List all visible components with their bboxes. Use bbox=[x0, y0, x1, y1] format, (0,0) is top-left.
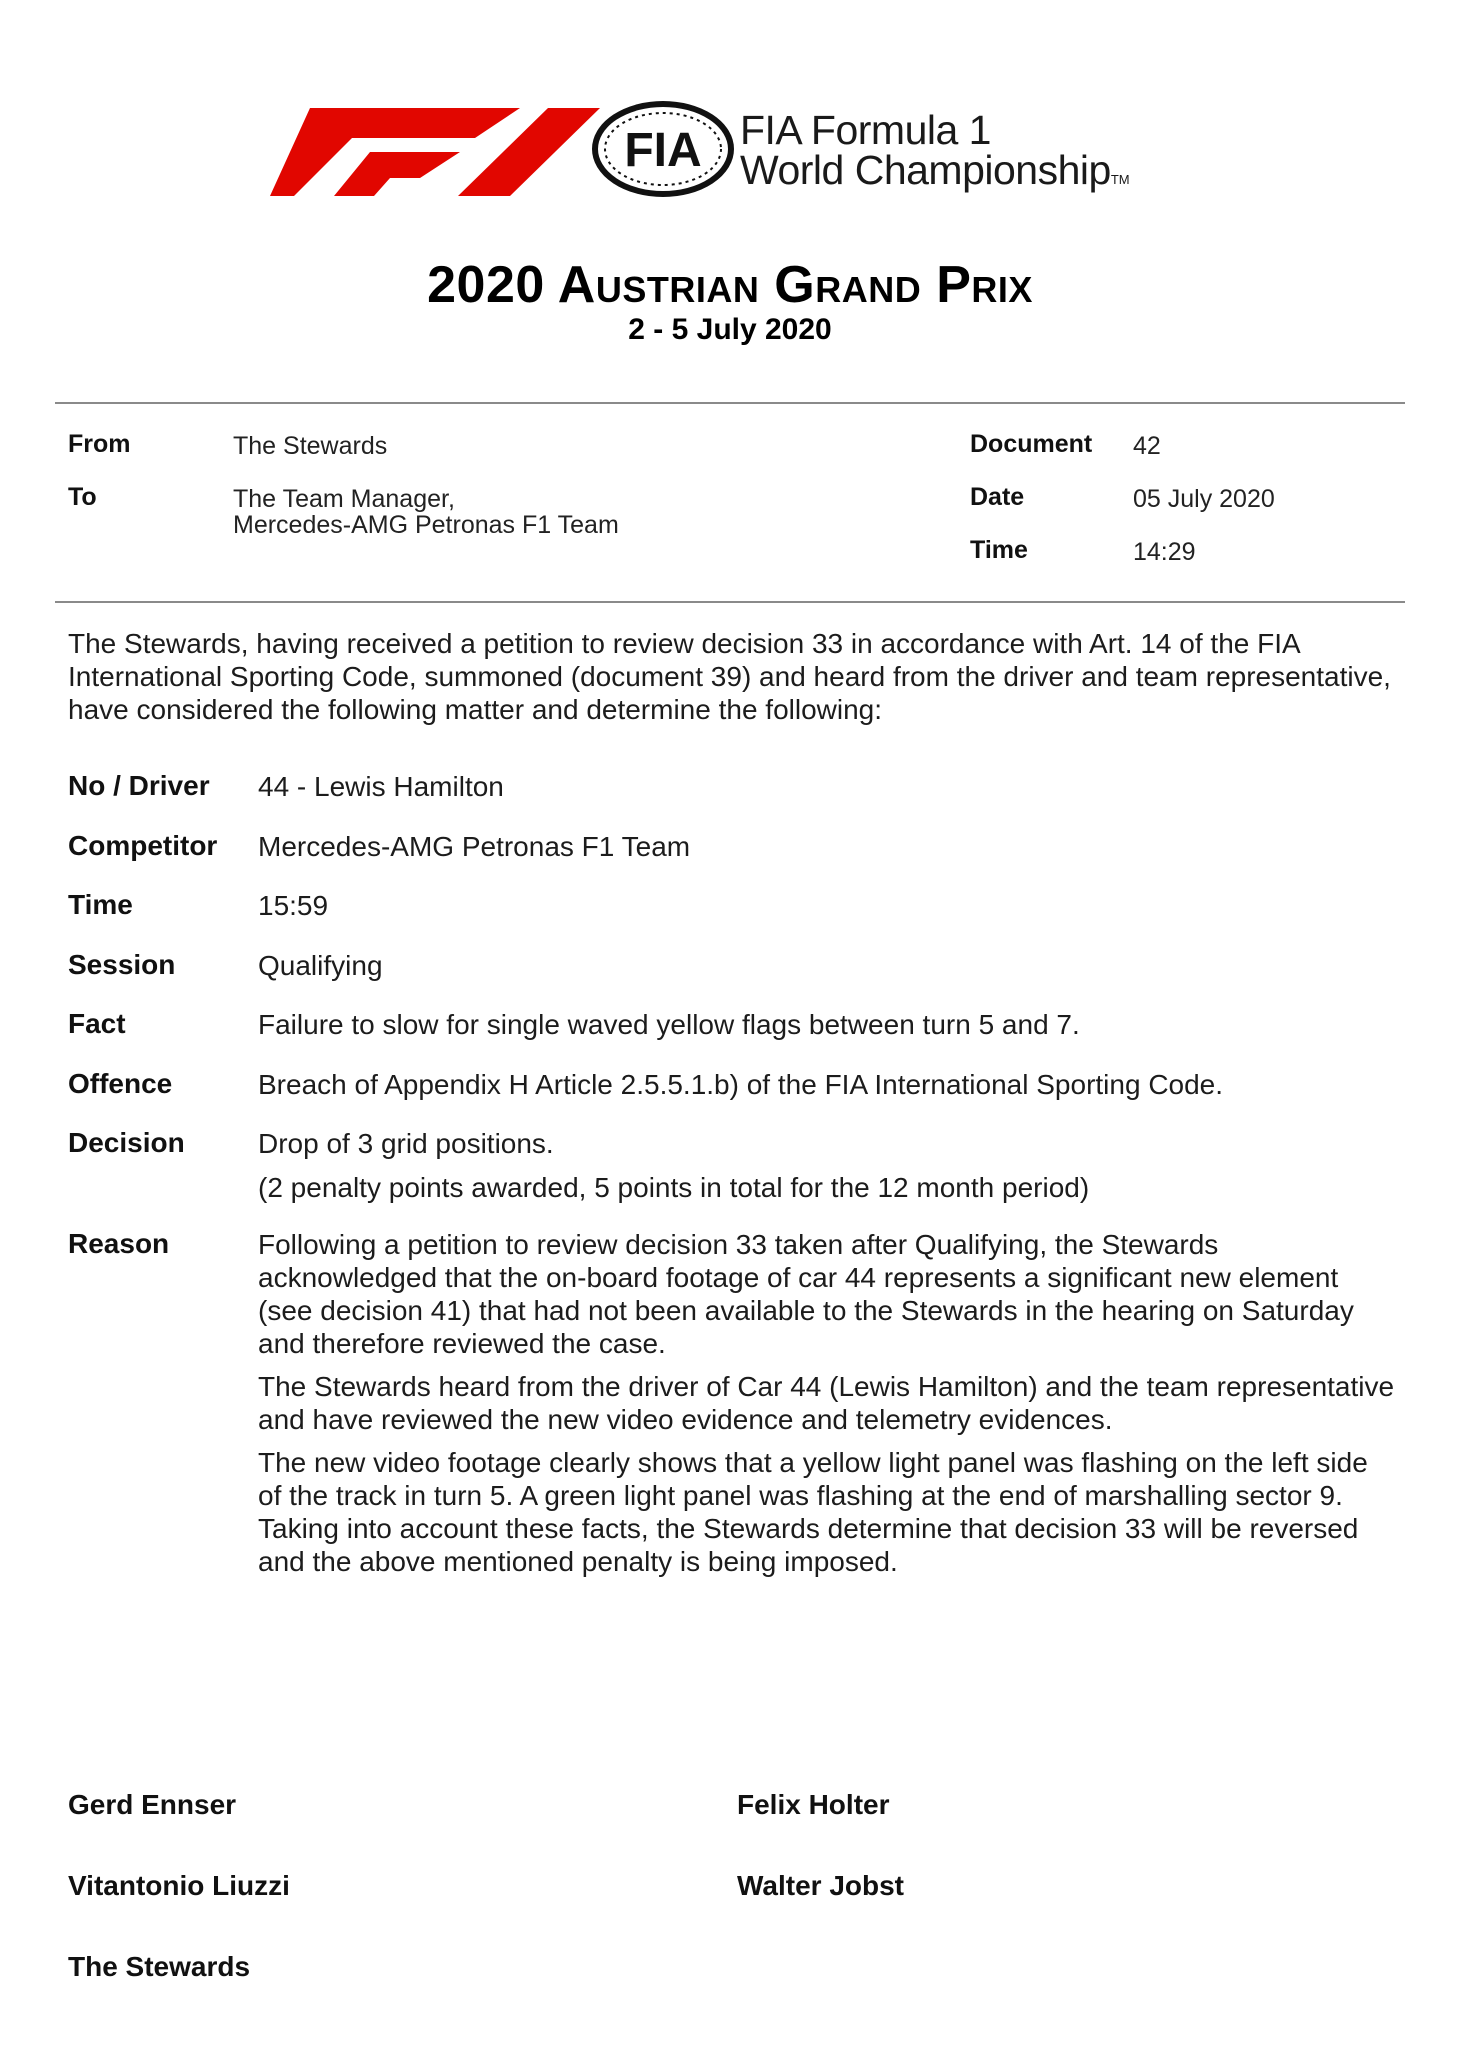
driver-value: 44 - Lewis Hamilton bbox=[258, 771, 504, 802]
decision-value bbox=[258, 1127, 1398, 1204]
decision-line-1: Drop of 3 grid positions. bbox=[258, 1128, 554, 1159]
divider-bottom bbox=[55, 601, 1405, 603]
steward-name-3: Vitantonio Liuzzi bbox=[68, 1870, 290, 1901]
fia-seal-text: FIA bbox=[624, 124, 702, 177]
document-number: 42 bbox=[1133, 432, 1161, 460]
decision-line-2: (2 penalty points awarded, 5 points in total for the 12 month period) bbox=[258, 1172, 1090, 1203]
fact-label: Fact bbox=[68, 1008, 126, 1039]
session-label: Session bbox=[68, 949, 176, 980]
offence-label: Offence bbox=[68, 1068, 173, 1099]
from-label: From bbox=[68, 430, 131, 458]
steward-name-1: Gerd Ennser bbox=[68, 1789, 237, 1820]
f1-logo-icon bbox=[270, 108, 600, 196]
decision-label: Decision bbox=[68, 1127, 185, 1158]
header-logo-row bbox=[270, 98, 1230, 210]
incident-time-label: Time bbox=[68, 889, 133, 920]
competitor-value: Mercedes-AMG Petronas F1 Team bbox=[258, 831, 691, 862]
to-line-1: The Team Manager, bbox=[233, 485, 455, 513]
trademark-mark: TM bbox=[1110, 172, 1130, 187]
date-label: Date bbox=[970, 483, 1025, 511]
time-value: 14:29 bbox=[1133, 538, 1196, 566]
championship-line-1: FIA Formula 1 bbox=[740, 107, 991, 153]
steward-name-4: Walter Jobst bbox=[737, 1870, 904, 1901]
reason-label: Reason bbox=[68, 1228, 170, 1259]
document-label: Document bbox=[970, 430, 1093, 458]
to-label: To bbox=[68, 483, 97, 511]
championship-name bbox=[740, 107, 1130, 200]
from-value: The Stewards bbox=[233, 432, 388, 460]
event-dates: 2 - 5 July 2020 bbox=[628, 313, 832, 346]
stewards-footer: The Stewards bbox=[68, 1951, 251, 1982]
steward-name-2: Felix Holter bbox=[737, 1789, 890, 1820]
to-line-2: Mercedes-AMG Petronas F1 Team bbox=[233, 511, 619, 539]
time-label: Time bbox=[970, 536, 1028, 564]
divider-top bbox=[55, 402, 1405, 404]
offence-value: Breach of Appendix H Article 2.5.5.1.b) of the FIA International Sporting Code. bbox=[258, 1069, 1224, 1100]
intro-paragraph: The Stewards, having received a petition to review decision 33 in accordance with Art. 14 of the FIA International Sporting Code, summoned (document 39) and heard from the driver and team representative, have considered the following matter and determine the following: bbox=[68, 628, 1391, 725]
reason-paragraph-3: The new video footage clearly shows that a yellow light panel was flashing on the left side of the track in turn 5. A green light panel was flashing at the end of marshalling sector 9. Taking into account these facts, the Stewards determine that decision 33 will be reversed and the above mentioned penalty is being imposed. bbox=[258, 1447, 1368, 1577]
competitor-label: Competitor bbox=[68, 830, 218, 861]
reason-paragraph-2: The Stewards heard from the driver of Car 44 (Lewis Hamilton) and the team representative and have reviewed the new video evidence and telemetry evidences. bbox=[258, 1371, 1395, 1435]
incident-time-value: 15:59 bbox=[258, 890, 329, 921]
to-value bbox=[233, 486, 619, 538]
reason-value bbox=[258, 1228, 1398, 1588]
event-title: 2020 Austrian Grand Prix bbox=[427, 256, 1033, 314]
fact-value: Failure to slow for single waved yellow flags between turn 5 and 7. bbox=[258, 1009, 1080, 1040]
fia-seal-icon bbox=[590, 100, 736, 198]
championship-line-2-wrap bbox=[740, 147, 1130, 200]
driver-label: No / Driver bbox=[68, 770, 210, 801]
date-value: 05 July 2020 bbox=[1133, 485, 1275, 513]
session-value: Qualifying bbox=[258, 950, 383, 981]
reason-paragraph-1: Following a petition to review decision 33 taken after Qualifying, the Stewards acknowledged that the on-board footage of car 44 represents a significant new element (see decision 41) that had not been available to the Stewards in the hearing on Saturday and therefore reviewed the case. bbox=[258, 1229, 1354, 1359]
championship-line-2: World Championship bbox=[740, 147, 1111, 193]
